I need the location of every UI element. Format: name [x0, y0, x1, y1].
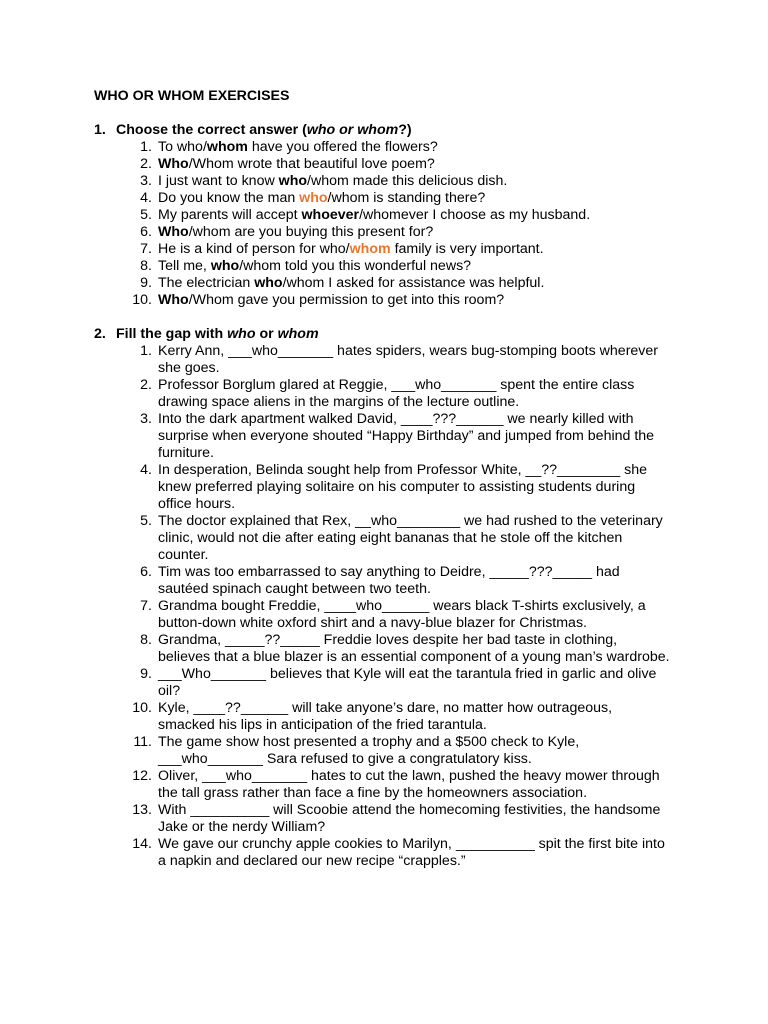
item-number: 7.: [140, 598, 152, 614]
item-number: 9.: [140, 666, 152, 682]
item-number: 3.: [140, 411, 152, 427]
item-text: He is a kind of person for who/whom family is very important.: [158, 241, 544, 257]
list-item: [94, 343, 694, 377]
item-number: 6.: [140, 224, 152, 240]
list-item: [94, 734, 694, 768]
section-number: 2.: [94, 326, 106, 342]
section-1-heading: [94, 122, 694, 139]
item-number: 6.: [140, 564, 152, 580]
list-item: [94, 190, 694, 207]
list-item: [94, 462, 694, 513]
list-item: [94, 173, 694, 190]
item-text: Grandma, _____??_____ Freddie loves despite her bad taste in clothing, believes that a blue blazer is an essential component of a young man’s wardrobe.: [158, 632, 670, 665]
page-title: WHO OR WHOM EXERCISES: [94, 88, 290, 104]
item-number: 2.: [140, 156, 152, 172]
list-item: [94, 802, 694, 836]
item-text: Tell me, who/whom told you this wonderful news?: [158, 258, 472, 274]
item-text: We gave our crunchy apple cookies to Marilyn, __________ spit the first bite into a napkin and declared our new recipe “crapples.”: [158, 836, 665, 869]
item-number: 4.: [140, 462, 152, 478]
item-number: 10.: [132, 700, 152, 716]
list-item: [94, 700, 694, 734]
item-text: In desperation, Belinda sought help from Professor White, __??________ she knew preferred playing solitaire on his computer to assisting students during office hours.: [158, 462, 647, 512]
list-item: [94, 275, 694, 292]
answer-list: [94, 139, 694, 309]
item-text: The game show host presented a trophy and a $500 check to Kyle, ___who_______ Sara refused to give a congratulatory kiss.: [158, 734, 580, 767]
list-item: [94, 411, 694, 462]
item-text: Oliver, ___who_______ hates to cut the lawn, pushed the heavy mower through the tall grass rather than face a fine by the homeowners association.: [158, 768, 660, 801]
gap-fill-list: [94, 343, 694, 870]
list-item: [94, 836, 694, 870]
list-item: [94, 224, 694, 241]
list-item: [94, 598, 694, 632]
list-item: [94, 258, 694, 275]
section-title: Fill the gap with who or whom: [116, 326, 319, 342]
list-item: [94, 513, 694, 564]
item-number: 2.: [140, 377, 152, 393]
section-number: 1.: [94, 122, 106, 138]
item-text: The electrician who/whom I asked for assistance was helpful.: [158, 275, 545, 291]
item-text: Professor Borglum glared at Reggie, ___who_______ spent the entire class drawing space aliens in the margins of the lecture outline.: [158, 377, 635, 410]
list-item: [94, 156, 694, 173]
item-text: With __________ will Scoobie attend the homecoming festivities, the handsome Jake or the nerdy William?: [158, 802, 661, 835]
item-text: Who/Whom gave you permission to get into this room?: [158, 292, 505, 308]
item-number: 10.: [132, 292, 152, 308]
item-number: 7.: [140, 241, 152, 257]
item-text: Who/whom are you buying this present for?: [158, 224, 434, 240]
list-item: [94, 241, 694, 258]
item-number: 3.: [140, 173, 152, 189]
item-text: I just want to know who/whom made this delicious dish.: [158, 173, 508, 189]
item-text: Who/Whom wrote that beautiful love poem?: [158, 156, 435, 172]
item-text: Into the dark apartment walked David, ____???______ we nearly killed with surprise when everyone shouted “Happy Birthday” and jumped from behind the furniture.: [158, 411, 655, 461]
item-text: Do you know the man who/whom is standing there?: [158, 190, 486, 206]
section-2: [94, 326, 694, 870]
item-text: Kerry Ann, ___who_______ hates spiders, wears bug-stomping boots wherever she goes.: [158, 343, 659, 376]
item-text: Tim was too embarrassed to say anything to Deidre, _____???_____ had sautéed spinach caught between two teeth.: [158, 564, 620, 597]
section-title: Choose the correct answer (who or whom?): [116, 122, 412, 138]
list-item: [94, 207, 694, 224]
item-number: 8.: [140, 258, 152, 274]
item-text: ___Who_______ believes that Kyle will eat the tarantula fried in garlic and olive oil?: [158, 666, 657, 699]
item-number: 4.: [140, 190, 152, 206]
list-item: [94, 292, 694, 309]
list-item: [94, 139, 694, 156]
item-number: 5.: [140, 513, 152, 529]
item-number: 5.: [140, 207, 152, 223]
list-item: [94, 564, 694, 598]
item-number: 8.: [140, 632, 152, 648]
item-number: 12.: [132, 768, 152, 784]
item-text: Kyle, ____??______ will take anyone’s dare, no matter how outrageous, smacked his lips in anticipation of the fried tarantula.: [158, 700, 613, 733]
item-text: The doctor explained that Rex, __who________ we had rushed to the veterinary clinic, would not die after eating eight bananas that he stole off the kitchen counter.: [158, 513, 663, 563]
item-number: 1.: [140, 343, 152, 359]
item-number: 9.: [140, 275, 152, 291]
item-number: 1.: [140, 139, 152, 155]
item-text: To who/whom have you offered the flowers?: [158, 139, 438, 155]
section-2-heading: [94, 326, 694, 343]
list-item: [94, 377, 694, 411]
item-number: 13.: [132, 802, 152, 818]
item-number: 14.: [132, 836, 152, 852]
list-item: [94, 768, 694, 802]
item-text: Grandma bought Freddie, ____who______ wears black T-shirts exclusively, a button-down white oxford shirt and a navy-blue blazer for Christmas.: [158, 598, 646, 631]
list-item: [94, 666, 694, 700]
section-1: [94, 122, 694, 309]
item-text: My parents will accept whoever/whomever I choose as my husband.: [158, 207, 591, 223]
item-number: 11.: [133, 734, 152, 750]
list-item: [94, 632, 694, 666]
